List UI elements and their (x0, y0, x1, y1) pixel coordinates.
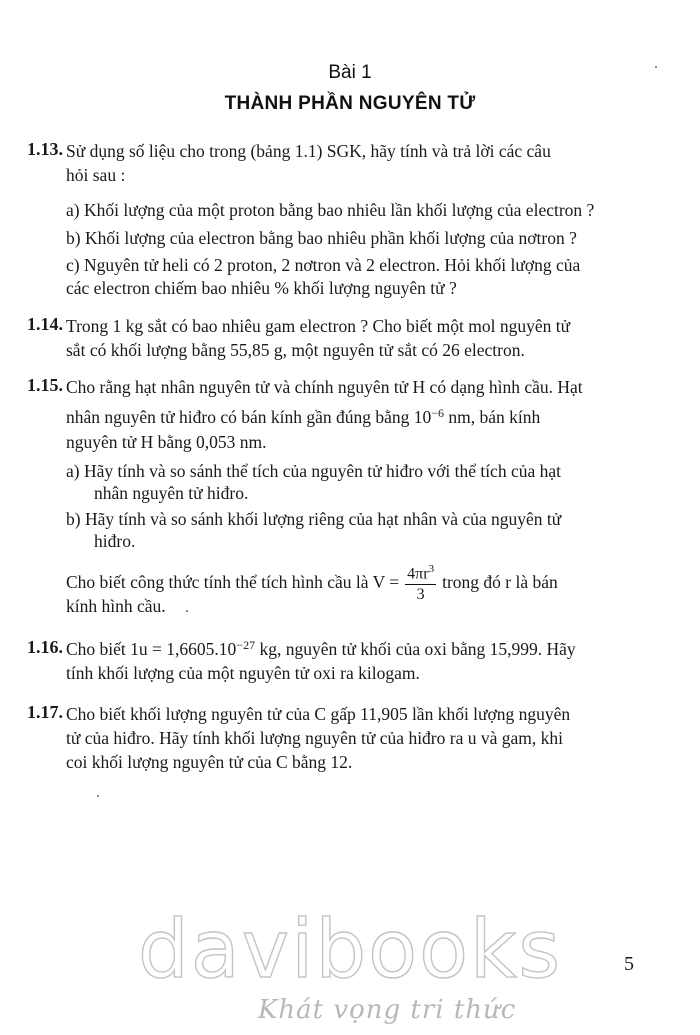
question-b: b) Khối lượng của electron bằng bao nhiêu phần khối lượng của nơtron ? (66, 228, 577, 248)
exercise-text: Trong 1 kg sắt có bao nhiêu gam electron ? Cho biết một mol nguyên tử (66, 316, 571, 336)
formula-line: Cho biết công thức tính thể tích hình cầu là V = $\frac{4\pi r^3}{3}$ trong đó r là bán (66, 562, 558, 606)
question-b: hiđro. (94, 531, 136, 551)
question-a: nhân nguyên tử hiđro. (94, 483, 249, 503)
question-a: a) Hãy tính và so sánh thể tích của nguyên tử hiđro với thể tích của hạt (66, 461, 561, 481)
scan-speck (655, 66, 657, 68)
watermark-slogan: Khát vọng tri thức (258, 995, 517, 1025)
question-c: c) Nguyên tử heli có 2 proton, 2 nơtron và 2 electron. Hỏi khối lượng của (66, 255, 581, 275)
question-a: a) Khối lượng của một proton bằng bao nhiêu lần khối lượng của electron ? (66, 200, 595, 220)
exercise-text: coi khối lượng nguyên tử của C bằng 12. (66, 752, 353, 772)
exercise-number: 1.15. (27, 375, 63, 395)
exercise-text: kính hình cầu. (66, 596, 166, 616)
question-b: b) Hãy tính và so sánh khối lượng riêng của hạt nhân và của nguyên tử (66, 509, 562, 529)
volume-formula: $\frac{4\pi r^3}{3}$ (405, 560, 436, 604)
exercise-number: 1.14. (27, 314, 63, 334)
question-c: các electron chiếm bao nhiêu % khối lượng nguyên tử ? (66, 278, 457, 298)
exercise-text: Cho rằng hạt nhân nguyên tử và chính nguyên tử H có dạng hình cầu. Hạt (66, 377, 583, 397)
exercise-number: 1.16. (27, 637, 63, 657)
exercise-text: tử của hiđro. Hãy tính khối lượng nguyên tử của hiđro ra u và gam, khi (66, 728, 563, 748)
exercise-number: 1.17. (27, 702, 63, 722)
exercise-text: hỏi sau : (66, 165, 126, 185)
exercise-text: Sử dụng số liệu cho trong (bảng 1.1) SGK, hãy tính và trả lời các câu (66, 141, 551, 161)
exercise-text: nhân nguyên tử hiđro có bán kính gần đúng bằng $10^{-6}$ nm, bán kính (66, 406, 541, 427)
scan-speck (97, 795, 99, 797)
page-title: THÀNH PHẦN NGUYÊN TỬ (224, 93, 476, 114)
exercise-number: 1.13. (27, 139, 63, 159)
watermark-brand: davibooks (137, 903, 563, 996)
scan-speck (186, 610, 188, 612)
exercise-text: tính khối lượng của một nguyên tử oxi ra kilogam. (66, 663, 420, 683)
exercise-text: sắt có khối lượng bằng 55,85 g, một nguyên tử sắt có 26 electron. (66, 340, 525, 360)
exercise-text: Cho biết $1u = 1,6605.10^{-27}$ kg, nguyên tử khối của oxi bằng 15,999. Hãy (66, 638, 576, 659)
exercise-text: nguyên tử H bằng 0,053 nm. (66, 432, 267, 452)
lesson-label: Bài 1 (328, 62, 372, 83)
page-number: 5 (624, 953, 634, 975)
exercise-text: Cho biết khối lượng nguyên tử của C gấp 11,905 lần khối lượng nguyên (66, 704, 571, 724)
